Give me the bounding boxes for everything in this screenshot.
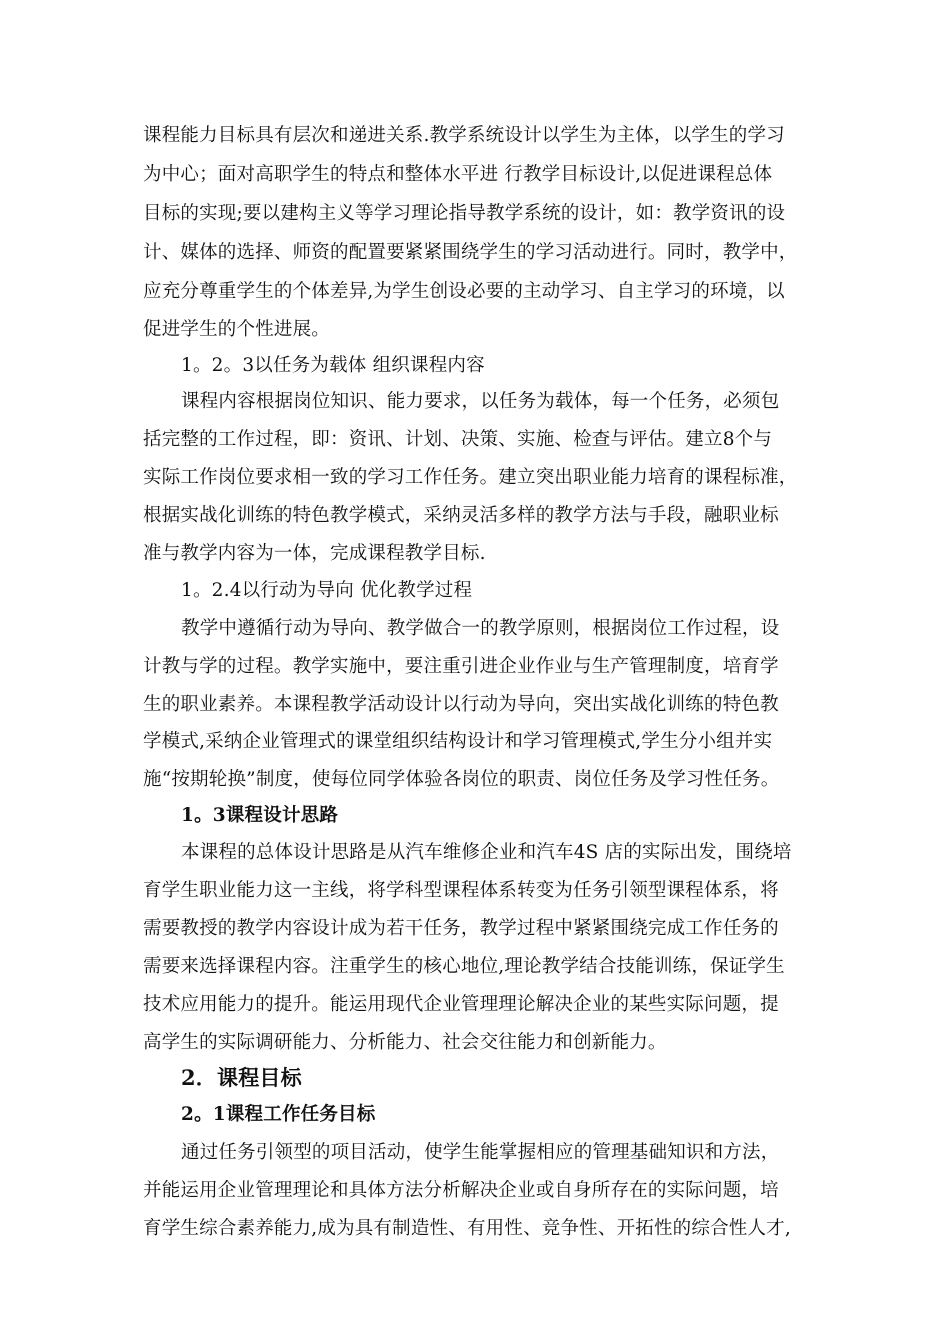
body-line: 准与教学内容为一体，完成课程教学目标. xyxy=(143,543,486,564)
body-line: 育学生职业能力这一主线，将学科型课程体系转变为任务引领型课程体系，将 xyxy=(143,880,779,901)
body-line: 计、媒体的选择、师资的配置要紧紧围绕学生的学习活动进行。同时，教学中， xyxy=(143,242,798,263)
body-line: 课程内容根据岗位知识、能力要求，以任务为载体，每一个任务，必须包 xyxy=(181,391,780,412)
body-line: 高学生的实际调研能力、分析能力、社会交往能力和创新能力。 xyxy=(143,1032,667,1053)
subsection-heading: 1。2。3以任务为载体 组织课程内容 xyxy=(181,355,485,376)
body-line: 教学中遵循行动为导向、教学做合一的教学原则，根据岗位工作过程，设 xyxy=(181,618,780,639)
body-line: 课程能力目标具有层次和递进关系.教学系统设计以学生为主体，以学生的学习 xyxy=(143,125,785,146)
subsection-heading: 1。2.4以行动为导向 优化教学过程 xyxy=(181,580,473,601)
body-line: 目标的实现;要以建构主义等学习理论指导教学系统的设计，如：教学资讯的设 xyxy=(143,203,786,224)
body-line: 生的职业素养。本课程教学活动设计以行动为导向，突出实战化训练的特色教 xyxy=(143,694,779,715)
body-line: 需要来选择课程内容。注重学生的核心地位,理论教学结合技能训练，保证学生 xyxy=(143,956,785,977)
section-heading: 2。1课程工作任务目标 xyxy=(181,1104,376,1125)
body-line: 学模式,采纳企业管理式的课堂组织结构设计和学习管理模式,学生分小组并实 xyxy=(143,731,773,752)
section-heading: 1。3课程设计思路 xyxy=(181,805,339,826)
body-line: 根据实战化训练的特色教学模式，采纳灵活多样的教学方法与手段，融职业标 xyxy=(143,505,779,526)
body-line: 施“按期轮换”制度，使每位同学体验各岗位的职责、岗位任务及学习性任务。 xyxy=(143,769,780,790)
body-line: 计教与学的过程。教学实施中，要注重引进企业作业与生产管理制度，培育学 xyxy=(143,656,779,677)
body-line: 需要教授的教学内容设计成为若干任务，教学过程中紧紧围绕完成工作任务的 xyxy=(143,918,779,939)
body-line: 并能运用企业管理理论和具体方法分析解决企业或自身所存在的实际问题，培 xyxy=(143,1180,779,1201)
body-line: 通过任务引领型的项目活动，使学生能掌握相应的管理基础知识和方法， xyxy=(181,1142,780,1163)
body-line: 促进学生的个性进展。 xyxy=(143,319,331,340)
body-line: 技术应用能力的提升。能运用现代企业管理理论解决企业的某些实际问题，提 xyxy=(143,994,779,1015)
body-line: 本课程的总体设计思路是从汽车维修企业和汽车4S 店的实际出发，围绕培 xyxy=(181,842,792,863)
body-line: 育学生综合素养能力,成为具有制造性、有用性、竞争性、开拓性的综合性人才, xyxy=(143,1218,791,1239)
body-line: 括完整的工作过程，即：资讯、计划、决策、实施、检查与评估。建立8个与 xyxy=(143,429,773,450)
body-line: 为中心；面对高职学生的特点和整体水平进 行教学目标设计,以促进课程总体 xyxy=(143,164,773,185)
body-line: 应充分尊重学生的个体差异,为学生创设必要的主动学习、自主学习的环境，以 xyxy=(143,281,785,302)
body-line: 实际工作岗位要求相一致的学习工作任务。建立突出职业能力培育的课程标准， xyxy=(143,467,798,488)
chapter-heading: 2．课程目标 xyxy=(181,1065,302,1090)
